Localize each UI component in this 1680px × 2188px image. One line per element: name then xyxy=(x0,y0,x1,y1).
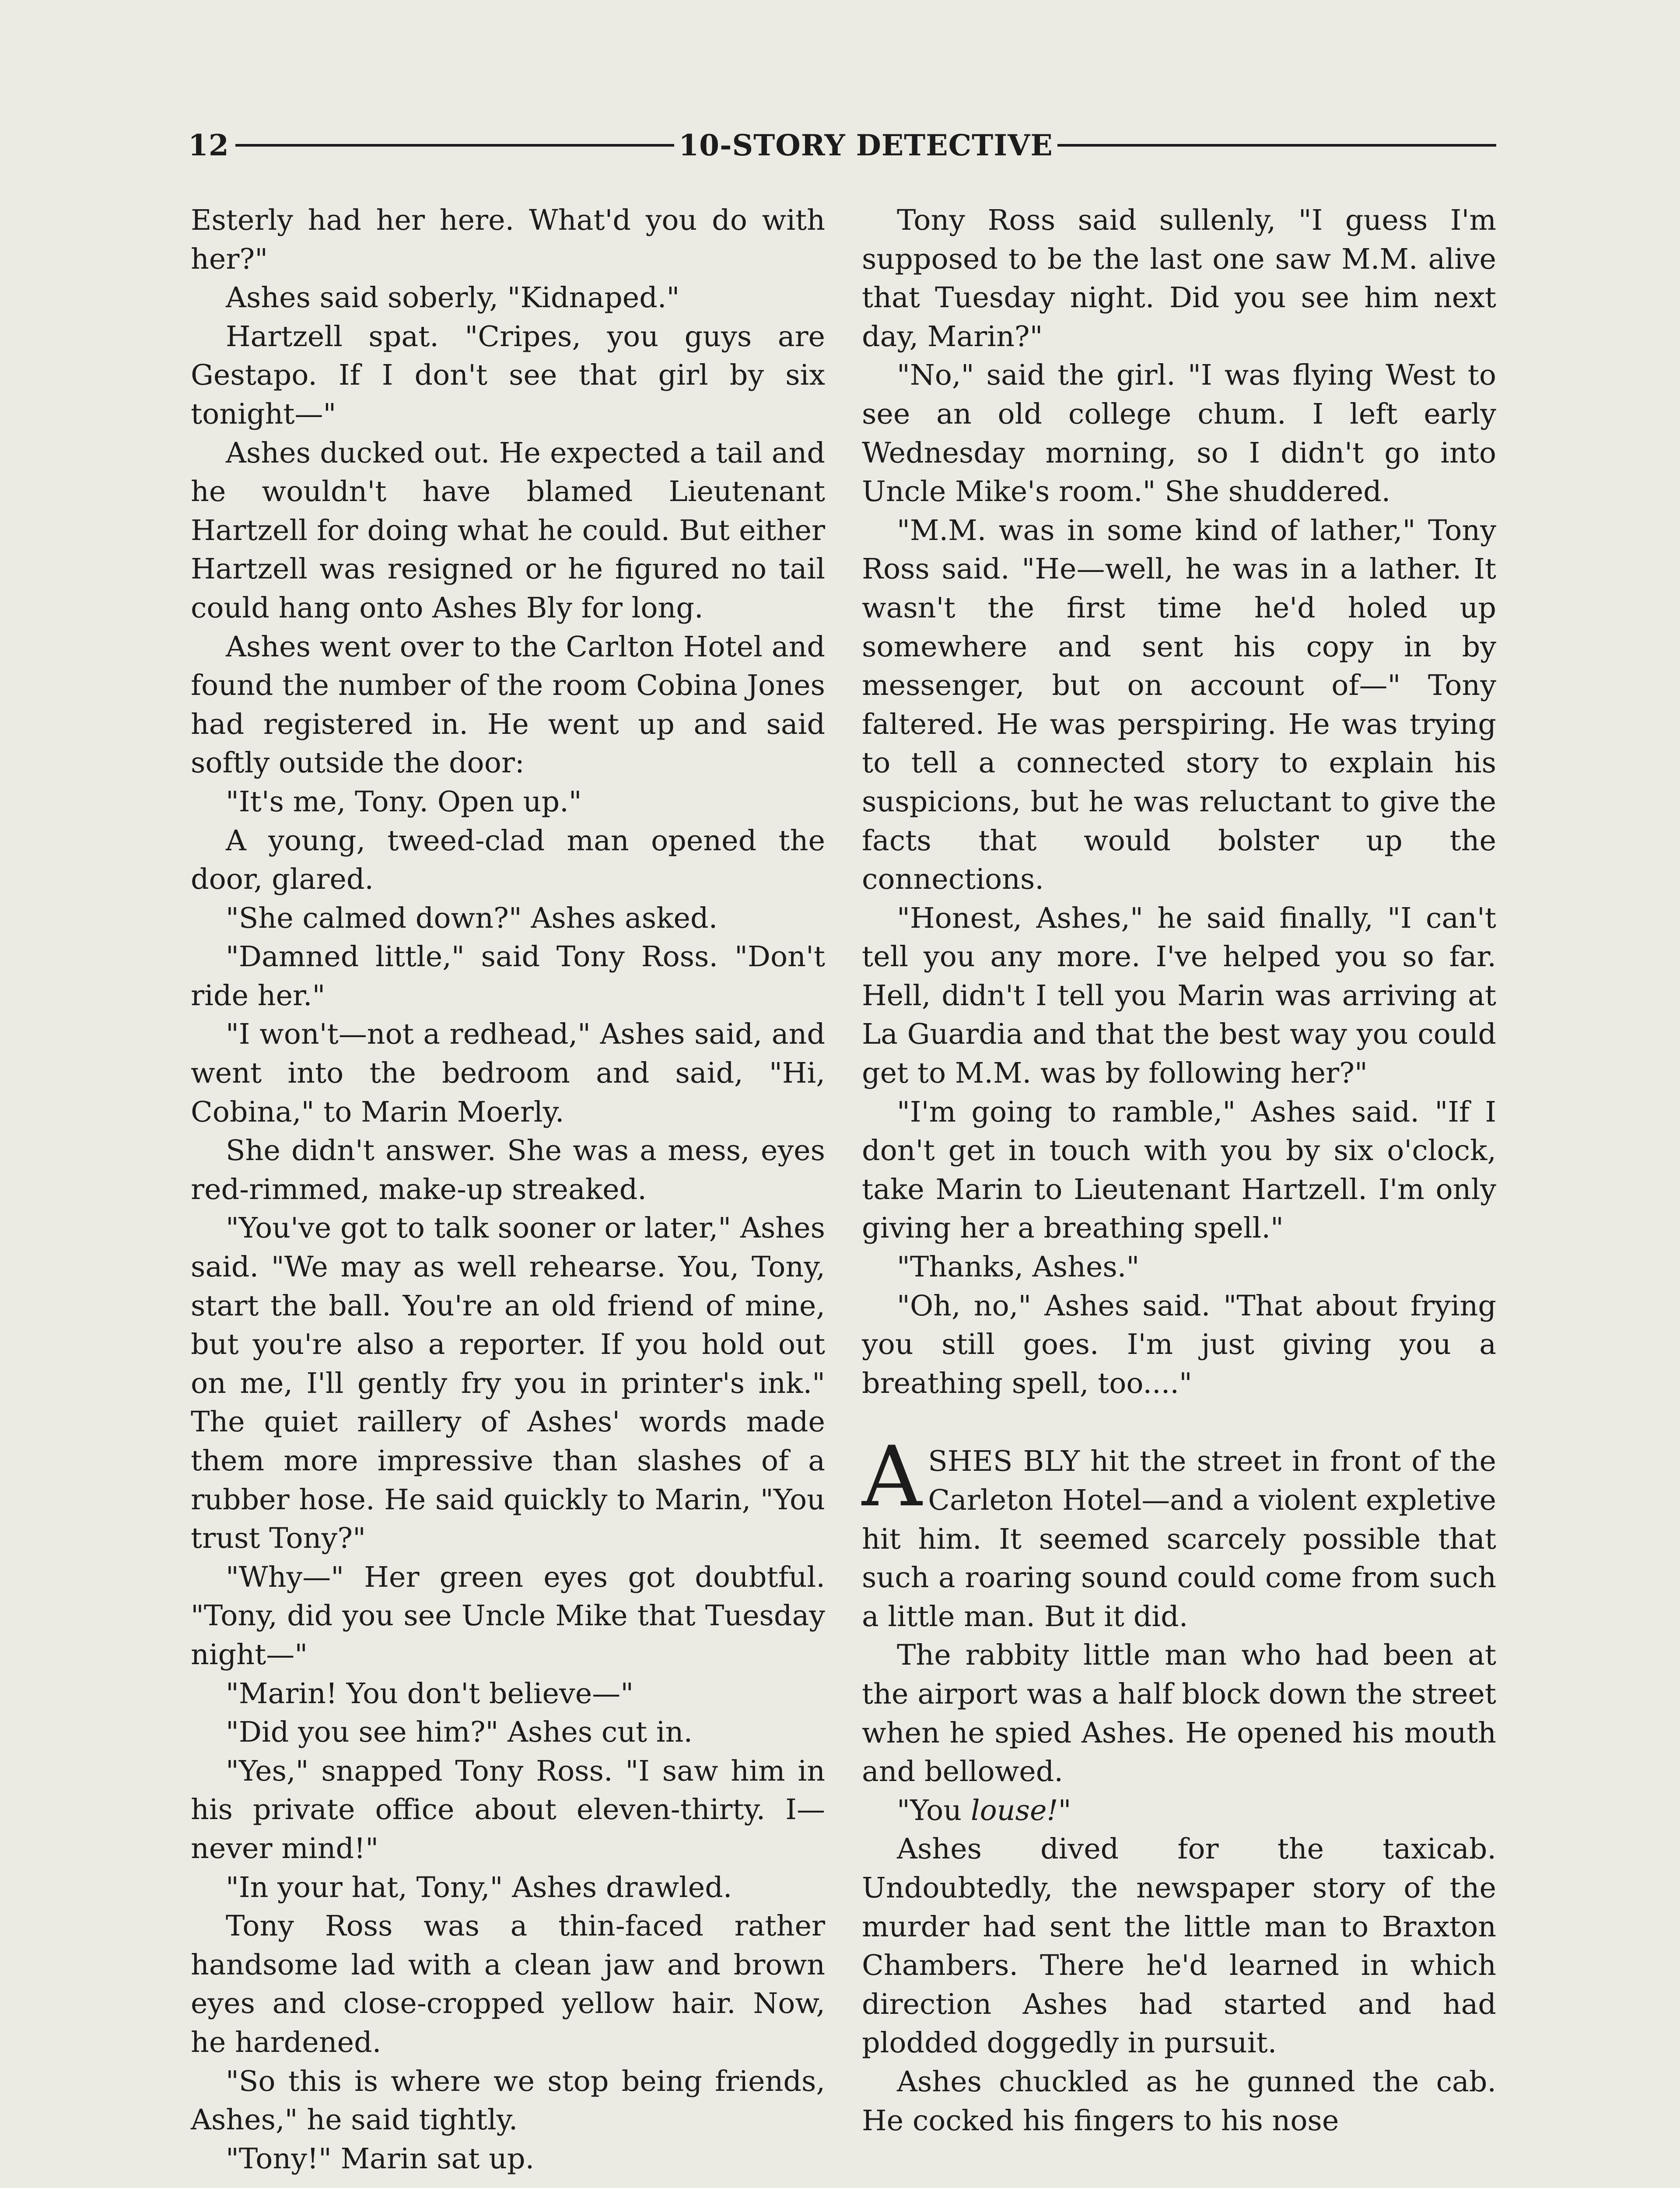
paragraph: "No," said the girl. "I was flying West to see an old college chum. I left early Wednesday morning, so I didn't go into Uncle Mike's room." She shuddered. xyxy=(862,359,1496,508)
paragraph: "Honest, Ashes," he said finally, "I can't tell you any more. I've helped you so far. Hell, didn't I tell you Marin was arriving at La Guardia and that the best way you could get to M.M. was by following her?" xyxy=(862,901,1496,1090)
paragraph: "Did you see him?" Ashes cut in. xyxy=(226,1716,693,1749)
paragraph: "Damned little," said Tony Ross. "Don't ride her." xyxy=(191,940,825,1012)
section-opening-text: SHES BLY hit the street in front of the Carleton Hotel—and a violent expletive hit him. It seemed scarcely possible that such a roaring sound could come from such a little man. But it did. xyxy=(862,1445,1496,1633)
paragraph: Tony Ross said sullenly, "I guess I'm supposed to be the last one saw M.M. alive that Tuesday night. Did you see him next day, Marin?" xyxy=(862,204,1496,353)
header-rule-right xyxy=(1057,144,1496,147)
paragraph: "I'm going to ramble," Ashes said. "If I don't get in touch with you by six o'clock, take Marin to Lieutenant Hartzell. I'm only giving her a breathing spell." xyxy=(862,1095,1496,1245)
paragraph: Ashes chuckled as he gunned the cab. He cocked his fingers to his nose xyxy=(862,2065,1496,2137)
section-opening-paragraph xyxy=(862,1428,1496,1636)
header-rule-left xyxy=(235,144,674,147)
left-column xyxy=(191,201,825,2178)
paragraph: "Yes," snapped Tony Ross. "I saw him in his private office about eleven-thirty. I—never mind!" xyxy=(191,1754,825,1865)
paragraph: "Why—" Her green eyes got doubtful. "Tony, did you see Uncle Mike that Tuesday night—" xyxy=(191,1560,825,1671)
paragraph: "She calmed down?" Ashes asked. xyxy=(226,901,718,935)
paragraph: She didn't answer. She was a mess, eyes red-rimmed, make-up streaked. xyxy=(191,1134,825,1206)
paragraph: The rabbity little man who had been at the airport was a half block down the street when he spied Ashes. He opened his mouth and bellowed. xyxy=(862,1639,1496,1788)
page-header xyxy=(188,128,1496,163)
paragraph: Ashes dived for the taxicab. Undoubtedly, the newspaper story of the murder had sent the little man to Braxton Chambers. There he'd learned in which direction Ashes had started and had plodded doggedly in pursuit. xyxy=(862,1833,1496,2060)
paragraph: A young, tweed-clad man opened the door, glared. xyxy=(191,824,825,896)
drop-cap: A xyxy=(862,1428,922,1525)
paragraph: "Tony!" Marin sat up. xyxy=(226,2142,535,2175)
right-column xyxy=(862,201,1496,2140)
paragraph: "Marin! You don't believe—" xyxy=(226,1677,634,1710)
paragraph: Tony Ross was a thin-faced rather handsome lad with a clean jaw and brown eyes and close-cropped yellow hair. Now, he hardened. xyxy=(191,1910,825,2059)
paragraph: "You've got to talk sooner or later," Ashes said. "We may as well rehearse. You, Tony, start the ball. You're an old friend of mine, but you're also a reporter. If you hold out on me, I'll gently fry you in printer's ink." The quiet raillery of Ashes' words made them more impressive than slashes of a rubber hose. He said quickly to Marin, "You trust Tony?" xyxy=(191,1212,825,1555)
paragraph: "In your hat, Tony," Ashes drawled. xyxy=(226,1871,732,1904)
paragraph: "Oh, no," Ashes said. "That about frying you still goes. I'm just giving you a breathing spell, too...." xyxy=(862,1289,1496,1400)
paragraph: "M.M. was in some kind of lather," Tony Ross said. "He—well, he was in a lather. It wasn't the first time he'd holed up somewhere and sent his copy in by messenger, but on account of—" Tony faltered. He was perspiring. He was trying to tell a connected story to explain his suspicions, but he was reluctant to give the facts that would bolster up the connections. xyxy=(862,514,1496,896)
paragraph: Ashes said soberly, "Kidnaped." xyxy=(226,281,680,315)
paragraph: "Thanks, Ashes." xyxy=(897,1251,1140,1284)
paragraph: Ashes went over to the Carlton Hotel and found the number of the room Cobina Jones had registered in. He went up and said softly outside the door: xyxy=(191,630,825,780)
paragraph: Esterly had her here. What'd you do with her?" xyxy=(191,204,825,276)
paragraph: "I won't—not a redhead," Ashes said, and went into the bedroom and said, "Hi, Cobina," to Marin Moerly. xyxy=(191,1018,825,1129)
paragraph: "It's me, Tony. Open up." xyxy=(226,785,582,818)
paragraph: Hartzell spat. "Cripes, you guys are Gestapo. If I don't see that girl by six tonight—" xyxy=(191,320,825,431)
magazine-title: 10-STORY DETECTIVE xyxy=(679,128,1053,162)
paragraph: "So this is where we stop being friends, Ashes," he said tightly. xyxy=(191,2065,825,2137)
shout-line: "You louse!" xyxy=(897,1794,1071,1827)
page-number: 12 xyxy=(188,128,229,162)
paragraph: Ashes ducked out. He expected a tail and he wouldn't have blamed Lieutenant Hartzell for doing what he could. But either Hartzell was resigned or he figured no tail could hang onto Ashes Bly for long. xyxy=(191,436,825,624)
emphasis: louse! xyxy=(970,1794,1058,1827)
